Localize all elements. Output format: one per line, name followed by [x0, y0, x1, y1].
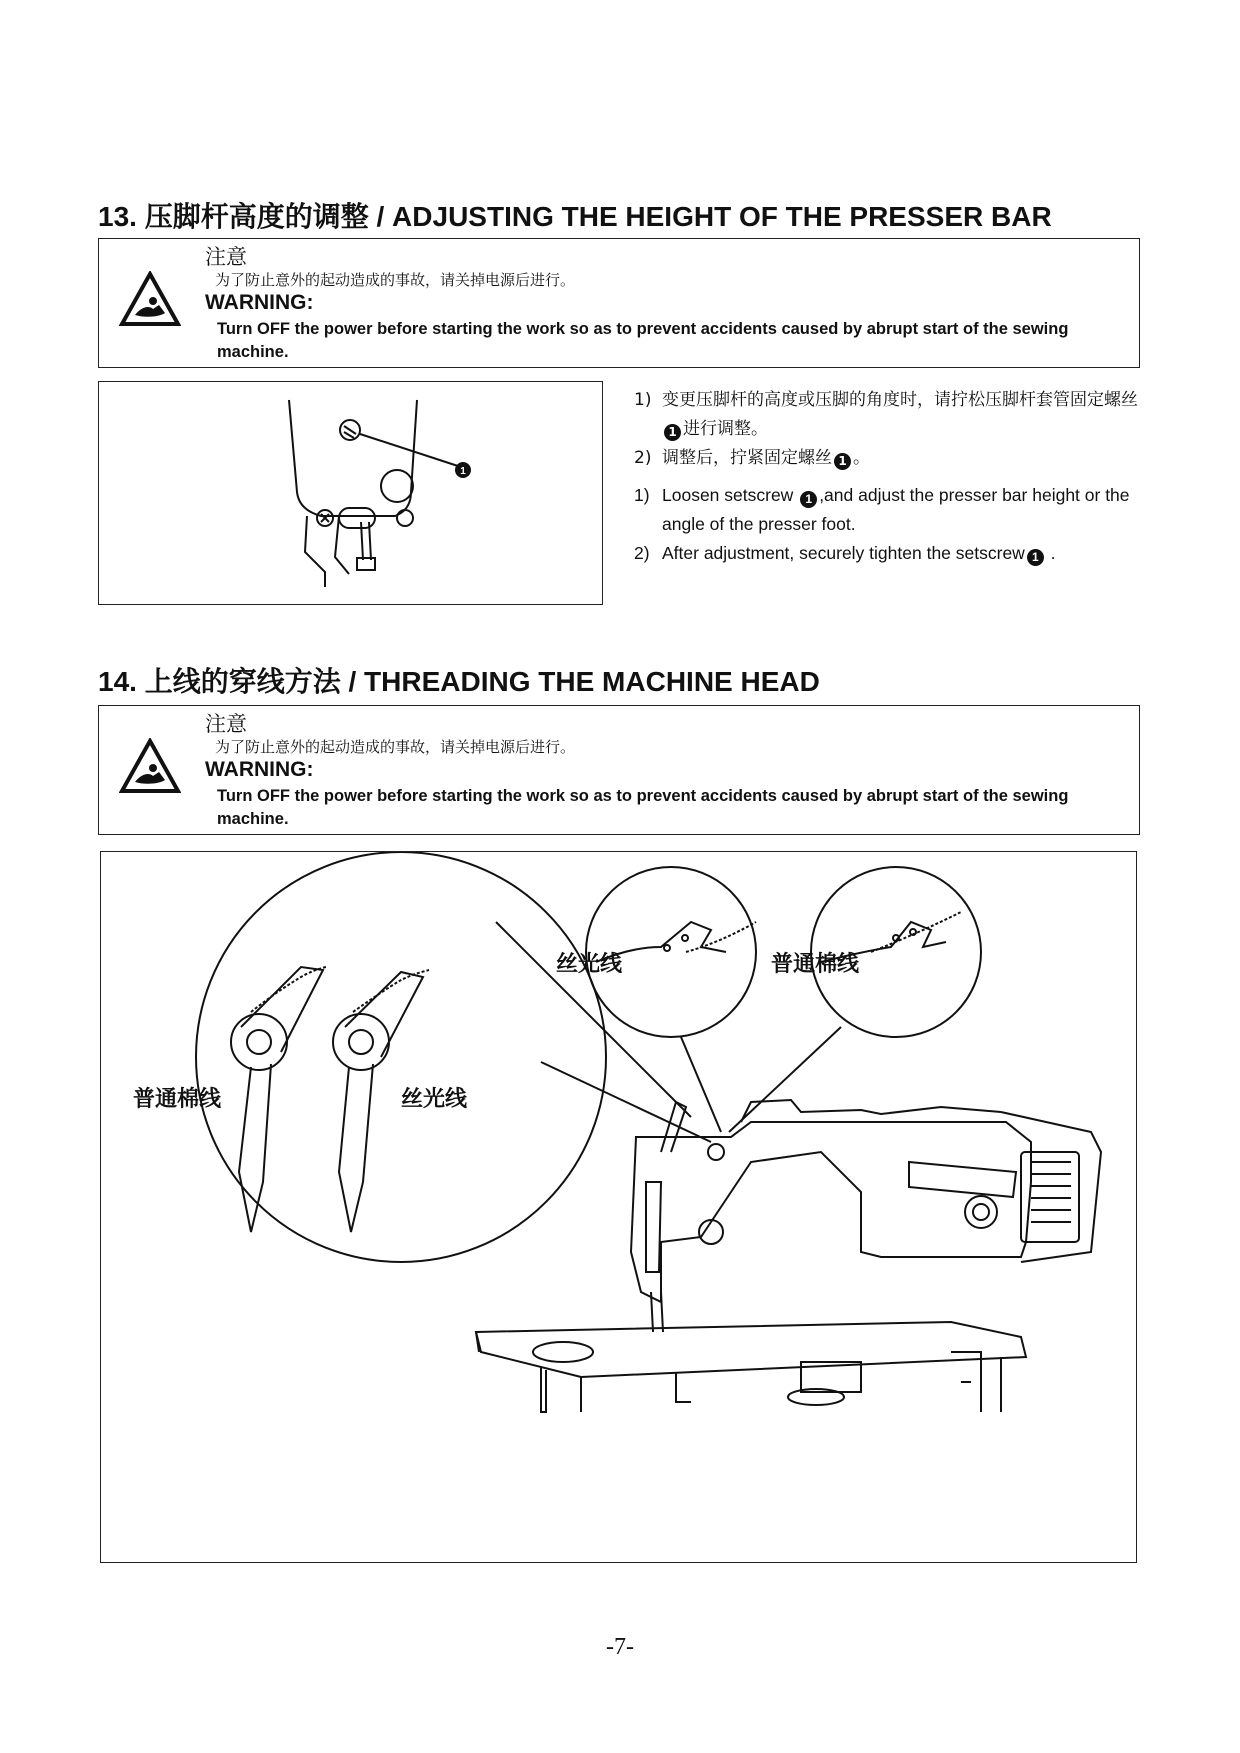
step-zh-2-num: 2) — [634, 448, 652, 468]
step-en-1-text: Loosen setscrew — [662, 485, 799, 505]
warning-zh-text: 为了防止意外的起动造成的事故，请关掉电源后进行。 — [215, 738, 576, 756]
step-en-2 — [634, 539, 1144, 568]
threading-figure — [100, 851, 1137, 1563]
label-normal-cotton-top: 普通棉线 — [771, 952, 860, 977]
label-mercerized-left: 丝光线 — [401, 1087, 468, 1112]
step-zh-1-text: 变更压脚杆的高度或压脚的角度时，请拧松压脚杆套管固定螺丝 — [662, 390, 1138, 410]
setscrew-badge: 1 — [834, 453, 851, 470]
warning-en-title: WARNING: — [205, 291, 314, 314]
warning-box-14 — [98, 705, 1140, 835]
section-14-heading: 上线的穿线方法 / THREADING THE MACHINE HEAD — [144, 666, 820, 697]
warning-hazard-icon — [119, 738, 181, 794]
label-mercerized-top: 丝光线 — [556, 952, 623, 977]
steps-13 — [634, 386, 1144, 568]
warning-box-13 — [98, 238, 1140, 368]
step-zh-2 — [634, 444, 1144, 473]
warning-zh-title: 注意 — [205, 245, 247, 269]
callout-number: 1 — [460, 466, 466, 477]
step-zh-1-tail: 进行调整。 — [683, 419, 768, 439]
step-en-2-text: After adjustment, securely tighten the setscrew — [662, 543, 1025, 563]
presser-bar-illustration — [99, 382, 602, 604]
step-zh-2-tail: 。 — [853, 448, 870, 468]
step-zh-1 — [634, 386, 1144, 444]
step-en-2-tail: . — [1045, 543, 1056, 563]
warning-en-title: WARNING: — [205, 758, 314, 781]
page-number: -7- — [606, 1634, 634, 1660]
section-14-number: 14. — [98, 666, 137, 697]
step-zh-2-text: 调整后，拧紧固定螺丝 — [662, 448, 832, 468]
section-14-title — [98, 660, 820, 700]
warning-zh-title: 注意 — [205, 712, 247, 736]
step-en-1-num: 1) — [634, 485, 650, 505]
section-13-title — [98, 195, 1052, 235]
warning-en-text: Turn OFF the power before starting the work so as to prevent accidents caused by abrupt start of the sewing machine. — [217, 320, 1069, 361]
warning-zh-text: 为了防止意外的起动造成的事故，请关掉电源后进行。 — [215, 271, 576, 289]
warning-en-text: Turn OFF the power before starting the work so as to prevent accidents caused by abrupt start of the sewing machine. — [217, 787, 1069, 828]
setscrew-badge: 1 — [800, 491, 817, 508]
step-en-2-num: 2) — [634, 543, 650, 563]
setscrew-badge: 1 — [1027, 549, 1044, 566]
section-13-number: 13. — [98, 201, 137, 232]
warning-hazard-icon — [119, 271, 181, 327]
step-en-1 — [634, 481, 1144, 539]
step-zh-1-num: 1) — [634, 390, 652, 410]
presser-bar-figure — [98, 381, 603, 605]
section-13-heading: 压脚杆高度的调整 / ADJUSTING THE HEIGHT OF THE PRESSER BAR — [144, 201, 1052, 232]
step-en-1-tail: ,and adjust the presser bar height or the angle of the presser foot. — [662, 485, 1130, 534]
thread-guide-detail-circle — [196, 852, 606, 1262]
setscrew-badge: 1 — [664, 424, 681, 441]
label-normal-cotton-left: 普通棉线 — [133, 1087, 222, 1112]
